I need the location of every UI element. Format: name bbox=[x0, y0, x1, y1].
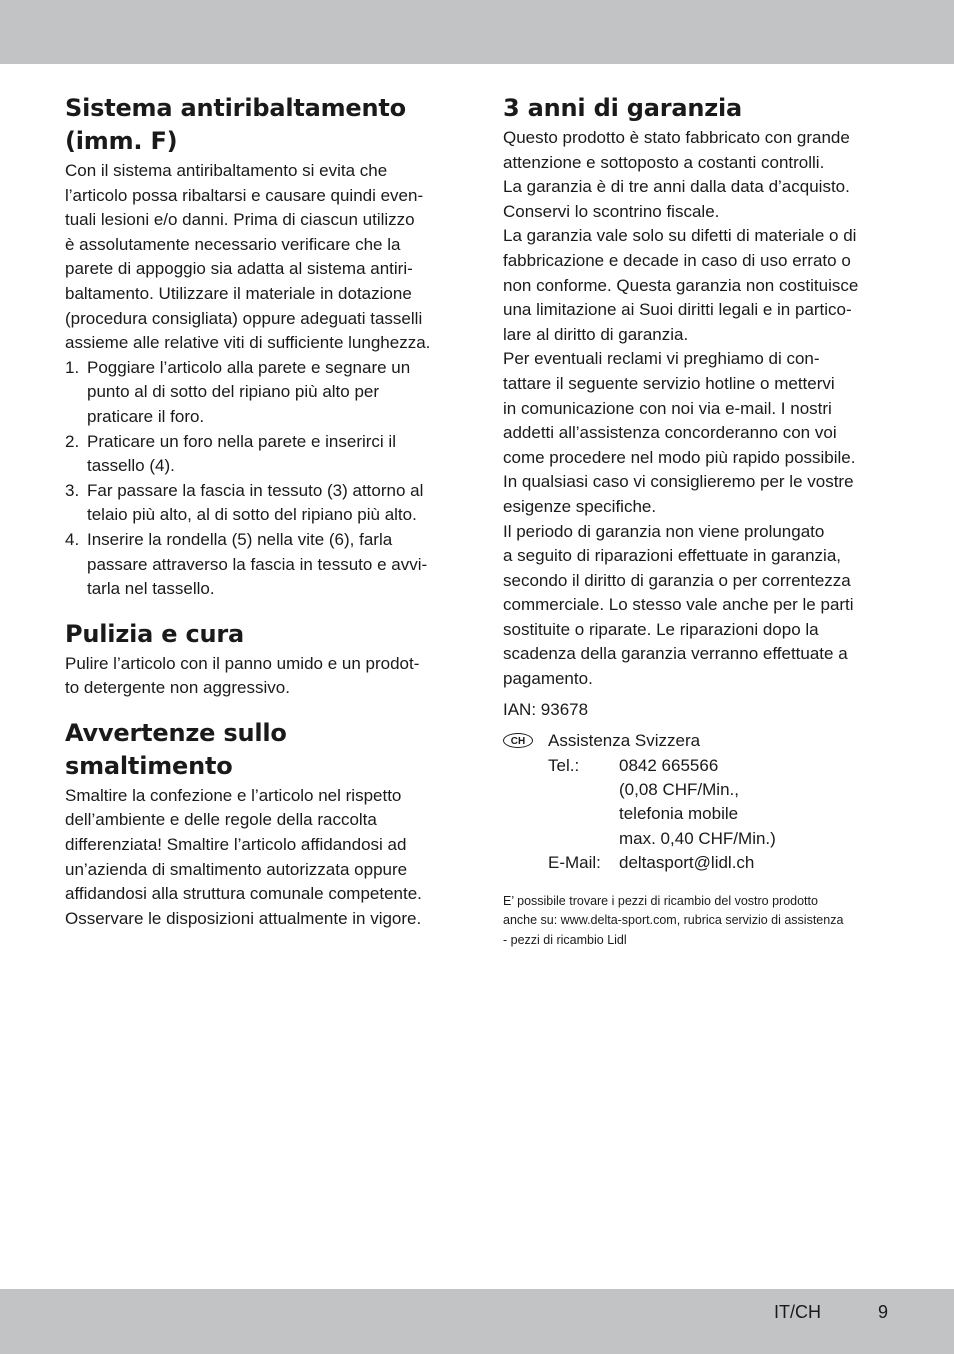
anti-tip-intro: Con il sistema antiribaltamento si evita che l’articolo possa ribaltarsi e causare quindi even- tuali lesioni e/o danni. Prima di ciascun utilizzo è assolutamente necessario verificare che la parete di appoggio sia adatta al sistema antiri- baltamento. Utilizzare il materiale in dotazione (procedura consigliata) oppure adeguati tasselli assieme alle relative viti di sufficiente lunghezza. bbox=[65, 161, 431, 353]
contact-name: Assistenza Svizzera bbox=[548, 731, 701, 751]
section-title-cleaning: Pulizia e cura bbox=[65, 619, 245, 648]
email-value: deltasport@lidl.ch bbox=[619, 853, 755, 873]
section-title-disposal: Avvertenze sullo smaltimento bbox=[65, 718, 287, 780]
list-item: 4. Inserire la rondella (5) nella vite (6), farla passare attraverso la fascia in tessuto e avvi- tarla nel tassello. bbox=[65, 529, 428, 599]
email-row bbox=[548, 851, 885, 875]
right-column bbox=[503, 92, 885, 950]
phone-row bbox=[548, 754, 885, 852]
phone-label: Tel.: bbox=[548, 755, 580, 775]
phone-value: 0842 665566 (0,08 CHF/Min., telefonia mobile max. 0,40 CHF/Min.) bbox=[619, 755, 776, 848]
cleaning-text: Pulire l’articolo con il panno umido e un prodot- to detergente non aggressivo. bbox=[65, 653, 420, 698]
disposal-text: Smaltire la confezione e l’articolo nel rispetto dell’ambiente e delle regole della raccolta differenziata! Smaltire l’articolo affidandosi ad un’azienda di smaltimento autorizzata oppure affidandosi alla struttura comunale competente. Osservare le disposizioni attualmente in vigore. bbox=[65, 785, 422, 928]
spare-parts-note: E’ possibile trovare i pezzi di ricambio del vostro prodotto anche su: www.delta-sport.com, rubrica servizio di assistenza - pezzi di ricambio Lidl bbox=[503, 893, 844, 947]
list-item: 1. Poggiare l’articolo alla parete e segnare un punto al di sotto del ripiano più alto per praticare il foro. bbox=[65, 357, 411, 426]
service-contact bbox=[503, 729, 885, 875]
anti-tip-steps bbox=[65, 356, 450, 602]
email-label: E-Mail: bbox=[548, 853, 601, 873]
footer-language: IT/CH bbox=[774, 1302, 821, 1322]
left-column bbox=[65, 92, 450, 931]
warranty-text: Questo prodotto è stato fabbricato con grande attenzione e sottoposto a costanti controlli. La garanzia è di tre anni dalla data d’acquisto. Conservi lo scontrino fiscale. La garanzia vale solo su difetti di materiale o di fabbricazione e decade in caso di uso errato o non conforme. Questa garanzia non costituisce una limitazione ai Suoi diritti legali e in partico- lare al diritto di garanzia. Per eventuali reclami vi preghiamo di con- tattare il seguente servizio hotline o mettervi in comunicazione con noi via e-mail. I nostri addetti all’assistenza concorderanno con voi come procedere nel modo più rapido possibile. In qualsiasi caso vi consiglieremo per le vostre esigenze specifiche. Il periodo di garanzia non viene prolungato a seguito di riparazioni effettuate in garanzia, secondo il diritto di garanzia o per correntezza commerciale. Lo stesso vale anche per le parti sostituite o riparate. Le riparazioni dopo la scadenza della garanzia verranno effettuate a pagamento. bbox=[503, 128, 859, 689]
ian-number: IAN: 93678 bbox=[503, 699, 589, 719]
page-number: 9 bbox=[878, 1302, 889, 1322]
section-title-warranty: 3 anni di garanzia bbox=[503, 94, 743, 122]
header-band bbox=[0, 0, 954, 64]
ch-country-badge-icon: CH bbox=[503, 733, 533, 748]
list-item: 2. Praticare un foro nella parete e inserirci il tassello (4). bbox=[65, 431, 396, 476]
section-title-anti-tip: Sistema antiribaltamento (imm. F) bbox=[65, 94, 406, 155]
list-item: 3. Far passare la fascia in tessuto (3) attorno al telaio più alto, al di sotto del ripiano più alto. bbox=[65, 480, 424, 525]
